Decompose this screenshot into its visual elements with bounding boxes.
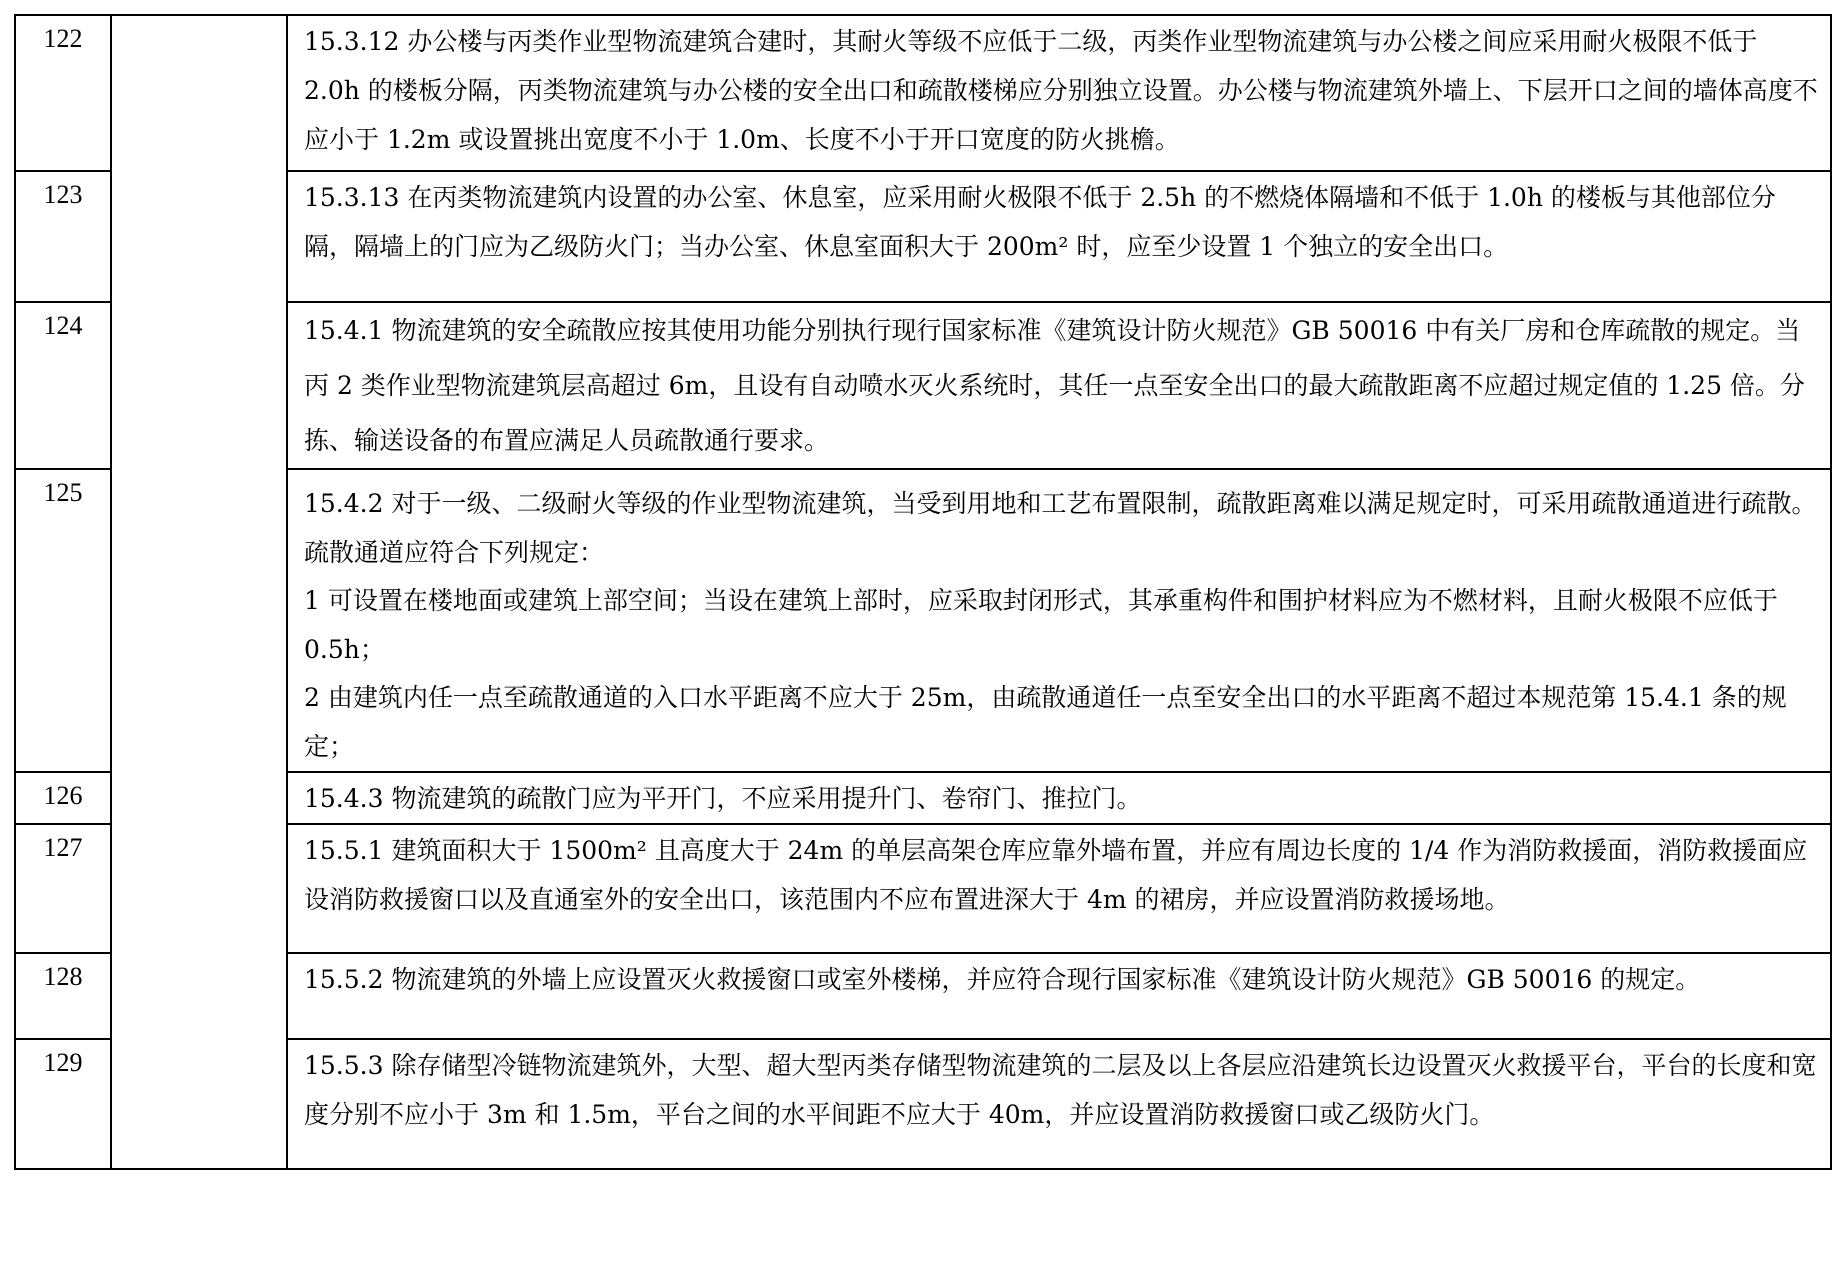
row-number: 129 [15,1039,111,1169]
clause-text [287,469,1831,772]
clause-text [287,302,1831,469]
clause-table [14,14,1832,1170]
clause-item: 1 可设置在楼地面或建筑上部空间；当设在建筑上部时，应采取封闭形式，其承重构件和围护材料应为不燃材料，且耐火极限不应低于 0.5h； [304,586,1778,664]
category-cell [111,15,287,1169]
table-row [15,302,1831,469]
clause-paragraph: 15.3.13 在丙类物流建筑内设置的办公室、休息室，应采用耐火极限不低于 2.5h 的不燃烧体隔墙和不低于 1.0h 的楼板与其他部位分隔，隔墙上的门应为乙级防火门；当办公室、休息室面积大于 200m² 时，应至少设置 1 个独立的安全出口。 [304,183,1776,261]
table-row [15,953,1831,1039]
clause-paragraph: 15.4.3 物流建筑的疏散门应为平开门，不应采用提升门、卷帘门、推拉门。 [304,784,1142,813]
row-number: 122 [15,15,111,171]
clause-text [287,772,1831,824]
table-row [15,1039,1831,1169]
clause-paragraph: 15.5.3 除存储型冷链物流建筑外，大型、超大型丙类存储型物流建筑的二层及以上各层应沿建筑长边设置灭火救援平台，平台的长度和宽度分别不应小于 3m 和 1.5m，平台之间的水平间距不应大于 40m，并应设置消防救援窗口或乙级防火门。 [304,1051,1817,1129]
row-number: 123 [15,171,111,302]
table-row [15,824,1831,953]
clause-paragraph: 15.5.2 物流建筑的外墙上应设置灭火救援窗口或室外楼梯，并应符合现行国家标准《建筑设计防火规范》GB 50016 的规定。 [304,965,1701,994]
row-number: 125 [15,469,111,772]
clause-text [287,1039,1831,1169]
clause-paragraph: 15.5.1 建筑面积大于 1500m² 且高度大于 24m 的单层高架仓库应靠外墙布置，并应有周边长度的 1/4 作为消防救援面，消防救援面应设消防救援窗口以及直通室外的安全出口，该范围内不应布置进深大于 4m 的裙房，并应设置消防救援场地。 [304,836,1808,914]
row-number: 126 [15,772,111,824]
clause-text [287,824,1831,953]
clause-text [287,171,1831,302]
table-row [15,171,1831,302]
clause-paragraph: 15.4.1 物流建筑的安全疏散应按其使用功能分别执行现行国家标准《建筑设计防火规范》GB 50016 中有关厂房和仓库疏散的规定。当丙 2 类作业型物流建筑层高超过 6m，且设有自动喷水灭火系统时，其任一点至安全出口的最大疏散距离不应超过规定值的 1.25 倍。分拣、输送设备的布置应满足人员疏散通行要求。 [304,316,1805,455]
row-number: 127 [15,824,111,953]
table-row [15,469,1831,772]
clause-paragraph: 15.3.12 办公楼与丙类作业型物流建筑合建时，其耐火等级不应低于二级，丙类作业型物流建筑与办公楼之间应采用耐火极限不低于 2.0h 的楼板分隔，丙类物流建筑与办公楼的安全出口和疏散楼梯应分别独立设置。办公楼与物流建筑外墙上、下层开口之间的墙体高度不应小于 1.2m 或设置挑出宽度不小于 1.0m、长度不小于开口宽度的防火挑檐。 [304,27,1818,154]
clause-text [287,953,1831,1039]
row-number: 124 [15,302,111,469]
table-row [15,15,1831,171]
clause-item: 2 由建筑内任一点至疏散通道的入口水平距离不应大于 25m，由疏散通道任一点至安全出口的水平距离不超过本规范第 15.4.1 条的规定； [304,683,1787,761]
clause-table-body [15,15,1831,1169]
clause-paragraph: 15.4.2 对于一级、二级耐火等级的作业型物流建筑，当受到用地和工艺布置限制，疏散距离难以满足规定时，可采用疏散通道进行疏散。疏散通道应符合下列规定： [304,489,1817,567]
table-row [15,772,1831,824]
row-number: 128 [15,953,111,1039]
clause-text [287,15,1831,171]
